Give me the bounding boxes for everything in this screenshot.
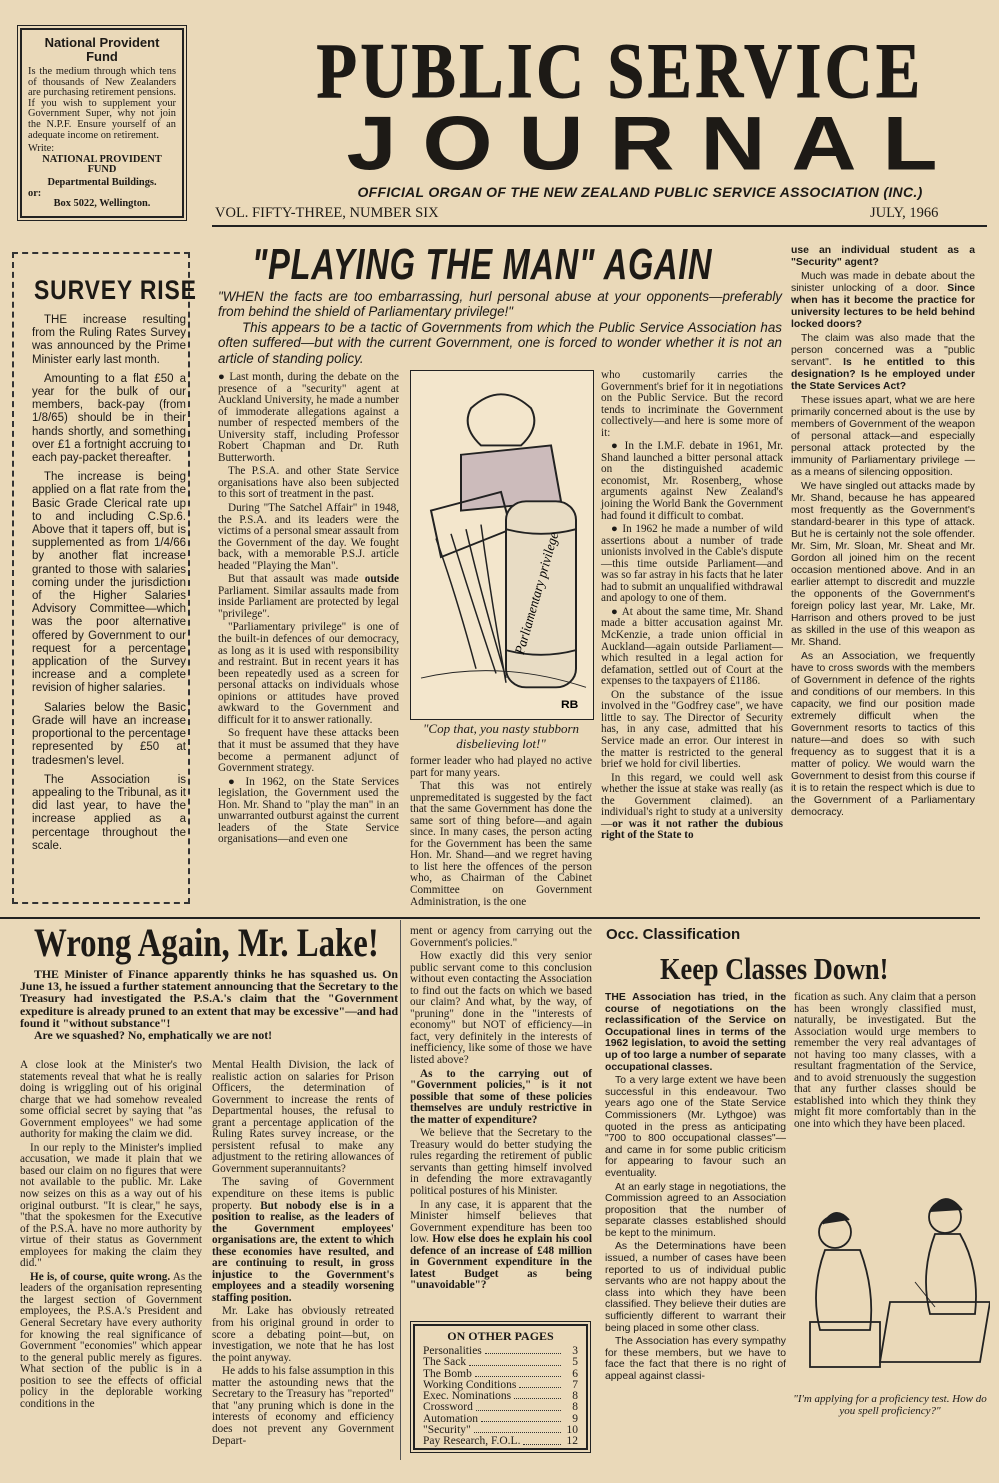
article-paragraph [791, 271, 975, 331]
survey-paragraph: THE increase resulting from the Ruling Rates Survey was announced by the Prime Minister early last month. [32, 314, 186, 366]
toc-leader [523, 1436, 561, 1444]
bold-text: But nobody else is in a position to realise, as the leaders of the Government employees' organisations are, the extent to which these economies have resulted, and are continuing to result, in gross injustice to the Government's employees and a steadily worsening staffing position. [212, 1199, 394, 1304]
article-paragraph [218, 728, 399, 774]
article-paragraph [791, 651, 975, 819]
text: Much was made in debate about the sinister unlocking of a door. [791, 271, 975, 294]
ad-write: Write: [28, 143, 55, 155]
bold-text: use an individual student as a "Security" agent? [791, 245, 975, 268]
toc-leader [474, 1425, 561, 1433]
cartoon-illustration [411, 371, 593, 719]
lake-column-c [410, 926, 592, 1318]
masthead-rule [212, 225, 987, 227]
text: former leader who had played no active part for many years. [410, 755, 592, 779]
article-paragraph [410, 1069, 592, 1127]
toc-page: 8 [572, 1390, 578, 1403]
text: The saving of Government expenditure on these items is public property. [212, 1176, 394, 1212]
ad-body: Is the medium through which tens of thousands of New Zealanders are purchasing retirement pensions. If you wish to supplement your Government Super, why not join the N.P.F. Ensure yourself of an adequate income on retirement. [28, 66, 176, 141]
article-paragraph [218, 622, 399, 726]
toc-label: Automation [423, 1412, 478, 1425]
article-paragraph [218, 574, 399, 620]
text: These issues apart, what we are here primarily concerned about is the use by members of Government of the weapon of personal attack—and especially personal attack protected by the immunity of Parliamentary privilege — as a means of silencing opposition. [791, 395, 975, 478]
text: How exactly did this very senior public servant come to this conclusion without even contacting the Association to find out the facts on which we based our claim? And what, by the way, of "pruning" done in the "interests of economy" but NOT of efficiency—in fact, very definitely in the interests of inefficiency, like some of those we have listed above? [410, 950, 592, 1067]
text: That this was not entirely unpremeditated is suggested by the fact that the same Government has done the same sort of thing before—and again since. In many cases, the person acting for the Government has been the same Hon. Mr. Shand—and we regret having to list here the offences of the person who, as Chairman of the Cabinet Committee on Government Administration, is the one [410, 780, 592, 908]
article-paragraph [601, 773, 783, 842]
cartoon-illustration-2 [795, 1172, 990, 1387]
article-paragraph [605, 992, 786, 1073]
article-paragraph [605, 1336, 786, 1382]
lake-column-a [20, 1060, 202, 1470]
article-paragraph [601, 607, 783, 688]
text: ● In the I.M.F. debate in 1961, Mr. Shand launched a bitter personal attack on the distinguished academic economist, Mr. Rosenberg, whose arguments against New Zealand's joining the World Bank the Government had found it difficult to combat. [601, 440, 783, 522]
toc-title: ON OTHER PAGES [447, 1329, 554, 1343]
article-paragraph [791, 395, 975, 479]
ad-name: NATIONAL PROVIDENT FUND [42, 153, 162, 176]
lake-column-b [212, 1060, 394, 1470]
text: The Association has every sympathy for these members, but we have to face the fact that there is no right of appeal against classi- [605, 1336, 786, 1382]
toc-page: 10 [566, 1424, 578, 1437]
text: In our reply to the Minister's implied accusation, we made it plain that we based our claim on no figures that were not available to the public. Mr. Lake now seizes on this as a way out of his original outburst. "It is clear," he says, "that the spokesmen for the Executive of the P.S.A. have no more authority by virtue of their status as Government employees for making the claim they did." [20, 1141, 202, 1270]
article-paragraph [791, 481, 975, 649]
toc-label: "Security" [423, 1424, 471, 1437]
article-paragraph [601, 524, 783, 605]
ad-title: National Provident Fund [44, 35, 160, 64]
toc-leader [519, 1380, 561, 1388]
survey-paragraph: Amounting to a flat £50 a year for the bulk of our members, back-pay (from 1/8/65) should be in their hands shortly, and something over £1 a fortnight accruing to each pay-packet thereafter. [32, 372, 186, 465]
text: As the leaders of the organisation representing the largest section of Government employees, the P.S.A.'s President and General Secretary have every authority for knowing the real significance of Government "economies" which appear to the general public merely as figures. What section of the public is in a position to see the effects of official policy in the deplorable working conditions in the [20, 1270, 203, 1410]
lead-headline: "PLAYING THE MAN" AGAIN [252, 240, 713, 289]
masthead-line-1: PUBLIC SERVICE [316, 27, 924, 114]
lead-column-2 [410, 756, 592, 914]
section-rule [0, 917, 980, 919]
toc-page: 3 [572, 1345, 578, 1357]
article-paragraph [20, 1272, 202, 1411]
toc-label: The Sack [423, 1356, 467, 1369]
occ-column-e [794, 992, 976, 1162]
article-paragraph [218, 503, 399, 572]
text: He adds to his false assumption in this matter the astounding news that the Secretary to the Treasury has "reported" that "any pruning which is done in the interests of economy and efficiency does not prevent any Government Depart- [212, 1365, 394, 1447]
lead-intro-text: This appears to be a tactic of Governments from which the Public Service Association has often suffered—but with the current Government, one is forced to wonder whether it is not an article of standing policy. [218, 319, 782, 366]
text: ● At about the same time, Mr. Shand made a bitter accusation against Mr. McKenzie, a trade union official in Auckland—again outside Parliament—which resulted in a legal action for defamation, settled out of Court at the expenses to the taxpayers of £1186. [601, 605, 783, 688]
toc-leader [475, 1369, 561, 1377]
lead-column-4 [791, 245, 975, 913]
article-paragraph [410, 926, 592, 949]
toc-label: Exec. Nominations [423, 1390, 512, 1403]
masthead-line-2: JOURNAL [346, 101, 964, 187]
lead-column-1 [218, 372, 399, 912]
toc-leader [485, 1346, 561, 1354]
cartoon-caption-2: "I'm applying for a proficiency test. How do you spell proficiency?" [793, 1393, 987, 1417]
text: At an early stage in negotiations, the Commission agreed to an Association proposition that the number of separate classes established should be kept to the minimum. [605, 1181, 786, 1239]
toc-item [423, 1357, 578, 1368]
article-paragraph [410, 781, 592, 908]
bold-text: He is, of course, quite wrong. [30, 1270, 171, 1283]
cartoon-proficiency [795, 1172, 990, 1387]
text: Mental Health Division, the lack of realistic action on salaries for Prison Officers, the determination of Government to increase the rents of Departmental houses, the refusal to grant a percentage application of the Ruling Rates survey increase, or the persistent refusal to make any adjustment to the retiring allowances of Government superannuitants? [212, 1059, 394, 1175]
article-paragraph [410, 951, 592, 1066]
article-paragraph [791, 333, 975, 393]
text: But that assault was made [228, 573, 365, 586]
text: The P.S.A. and other State Service organisations have also been subjected to this sort of treatment in the past. [218, 465, 399, 501]
occ-kicker: Occ. Classification [606, 926, 741, 943]
article-paragraph [791, 245, 975, 269]
occ-headline: Keep Classes Down! [660, 951, 889, 986]
toc-page: 6 [572, 1367, 578, 1380]
issue-volume: VOL. FIFTY-THREE, NUMBER SIX [215, 205, 439, 221]
article-paragraph [601, 441, 783, 522]
lake-lead-answer: Are we squashed? No, emphatically we are not! [34, 1028, 273, 1043]
article-paragraph [410, 1200, 592, 1292]
article-paragraph [212, 1306, 394, 1364]
bold-text: or was it not rather the dubious right of the State to [601, 817, 783, 842]
survey-paragraph: Salaries below the Basic Grade will have an increase proportional to the percentage represented by £50 at tradesmen's level. [32, 701, 186, 767]
lead-intro [218, 289, 782, 366]
text: In this regard, we could well ask whether the issue at stake was really (as the Government claimed). an individual's right to study at a university— [601, 771, 783, 830]
text: During "The Satchel Affair" in 1948, the P.S.A. and its leaders were the victims of a personal smear assault from the Government of the day. We fought back, with a memorable P.S.J. article headed "Playing the Man". [218, 502, 399, 572]
lake-headline: Wrong Again, Mr. Lake! [34, 920, 379, 965]
toc-leader [514, 1391, 561, 1399]
survey-paragraph: The increase is being applied on a flat rate from the Basic Grade Clerical rate up to and including C.Sp.6. Above that it tapers off, but is supplemented as from 1/4/66 by another flat increase granted to those with salaries coming under the jurisdiction of the Higher Salaries Advisory Committee—which was the poor alternative offered by Government to our request for a percentage application of the Survey increase and a complete revision of higher salaries. [32, 471, 186, 695]
lake-lead-text: THE Minister of Finance apparently thinks he has squashed us. On June 13, he issued a further statement announcing that the Secretary to the Treasury had investigated the P.S.A.'s claim that the "Government expediture is already pruned to an extent that may be excessive"—and had found it "without substance"! [20, 967, 398, 1030]
text: In any case, it is apparent that the Minister himself believes that Government expenditure has been too low. [410, 1198, 592, 1246]
ad-or: or: [28, 187, 42, 199]
survey-title: SURVEY RISE [34, 275, 197, 305]
bold-text: How else does he explain his cool defence of an increase of £48 million in Government expenditure in the latest Budget as being "unavoidable"? [410, 1233, 592, 1292]
article-paragraph [20, 1060, 202, 1141]
toc-page: 12 [566, 1435, 578, 1448]
text: Mr. Lake has obviously retreated from his original ground in order to score a debating point—but, on investigation, we note that he has lost the point anyway. [212, 1305, 394, 1364]
cartoon-label: Parliamentary privilege [511, 530, 562, 656]
article-paragraph [410, 1128, 592, 1197]
toc-item [423, 1436, 578, 1447]
article-paragraph [605, 1241, 786, 1334]
text: A close look at the Minister's two statements reveal that what he is really doing is wriggling out of his original charge that we had somehow revealed some official secret by saying that "as Government employees" we had some authority for making the claim we did. [20, 1059, 202, 1141]
ad-address-2: Box 5022, Wellington. [53, 198, 151, 210]
text: So frequent have these attacks been that it must be assumed that they have become a permanent adjunct of Government strategy. [218, 727, 399, 775]
article-paragraph [212, 1060, 394, 1175]
article-paragraph [605, 1075, 786, 1179]
text: The claim was also made that the person concerned was a "public servant". [791, 333, 975, 368]
issue-date: JULY, 1966 [870, 205, 939, 221]
text: ● In 1962 he made a number of wild assertions about a number of trade unionists involved in the Cable's dispute—this time outside Parliament—and was so far astray in his facts that he later had to submit an unqualified withdrawal and apology to one of them. [601, 523, 783, 605]
toc-label: Crossword [423, 1401, 473, 1414]
toc-label: Personalities [423, 1345, 482, 1357]
article-paragraph [794, 992, 976, 1131]
ad-address-1: Departmental Buildings. [47, 176, 157, 188]
bold-text: Since when has it become the practice for university lectures to be held behind locked doors? [791, 283, 975, 330]
text: We have singled out attacks made by Mr. Shand, because he has appeared most frequently as the Government's standard-bearer in this type of attack. But he is certainly not the sole offender. Mr. Sim, Mr. Sloan, Mr. Sheat and Mr. Gordon all joined him on the recent occasion mentioned above. And in an earlier attempt to discredit and muzzle the opponents of the Government's foreign policy last year, Mr. Lake, Mr. Harrison and others proved to be just as skilled in the use of this weapon as Mr. Shand. [791, 481, 975, 648]
article-paragraph [20, 1143, 202, 1270]
survey-paragraph: The Association is appealing to the Tribunal, as it did last year, to have the increase applied as a percentage throughout the scale. [32, 773, 186, 852]
lead-intro-quote: "WHEN the facts are too embarrassing, hurl personal abuse at your opponents—preferably from behind the shield of Parliamentary privilege!" [218, 289, 782, 320]
text: As an Association, we frequently have to cross swords with the members of Government in defence of the rights and conditions of our members. In this capacity, we find our position made extremely difficult when the Government resorts to tactics of this nature—and does so with such frequency as to suggest that it is a matter of policy. We would warn the Government to desist from this course if it is to retain the respect which is due to the Government of a Parliamentary democracy. [791, 651, 975, 818]
article-paragraph [410, 756, 592, 779]
article-paragraph [605, 1182, 786, 1240]
bold-text: THE Association has tried, in the course of negotiations on the reclassification of the Service on Occupational lines in terms of the 1962 legislation, to avoid the setting up of too large a number of separate occupational classes. [605, 992, 786, 1073]
occ-column-d [605, 992, 786, 1464]
article-paragraph [601, 690, 783, 771]
text: fication as such. Any claim that a person has been wrongly classified must, naturally, be investigated. But the Association would urge members to remember the very real advantages of not having too many classes, with a resultant fragmentation of the Service, and to avoid strenuously the suggestion that any further classes should be established into which they think they might fit more comfortably than in the one into which they have been placed. [794, 991, 976, 1131]
bold-text: As to the carrying out of "Government policies," is it not possible that some of these policies themselves are unduly restrictive in the matter of expenditure? [410, 1067, 592, 1126]
text: ● In 1962, on the State Services legislation, the Government used the Hon. Mr. Shand to "play the man" in an unwarranted outburst against the current leaders of the State Service organisations—and even one [218, 775, 399, 846]
text: ment or agency from carrying out the Government's policies." [410, 925, 592, 949]
lake-lead [20, 968, 398, 1041]
bold-text: Is he entitled to this designation? Is he employed under the State Services Act? [791, 357, 975, 392]
toc-page: 7 [572, 1378, 578, 1391]
toc-leader [481, 1414, 561, 1422]
bold-text: outside [364, 573, 399, 586]
toc-label: The Bomb [423, 1367, 472, 1380]
article-paragraph [218, 777, 399, 846]
toc-page: 9 [572, 1412, 578, 1425]
text: Parliament. Similar assaults made from inside Parliament are protected by legal "privilege". [218, 584, 399, 620]
cartoon-caption: "Cop that, you nasty stubborn disbelieving lot!" [422, 721, 580, 751]
article-paragraph [212, 1366, 394, 1447]
toc-page: 5 [572, 1356, 578, 1369]
masthead-subtitle: OFFICIAL ORGAN OF THE NEW ZEALAND PUBLIC SERVICE ASSOCIATION (INC.) [357, 184, 923, 200]
npf-advertisement [20, 28, 184, 218]
text: As the Determinations have been issued, a number of cases have been reported to us of individual public servants who are not happy about the class into which they have been classified. They believe their duties are sufficiently different to warrant their being placed in some other class. [605, 1241, 786, 1334]
toc-leader [476, 1402, 561, 1410]
article-paragraph [218, 466, 399, 501]
column-rule [400, 920, 401, 1460]
text: "Parliamentary privilege" is one of the built-in defences of our democracy, as long as it is used with responsibility and restraint. But in recent years it has been repeatedly used as a screen for personal attacks on individuals whose opinions or attitudes have proved awkward to the Government and difficult for it to answer rationally. [218, 621, 399, 726]
article-paragraph [212, 1177, 394, 1304]
text: who customarily carries the Government's brief for it in negotiations on the Public Service. But the record tends to incriminate the Government collectively—and here is some more of it: [601, 369, 783, 439]
on-other-pages-box [413, 1324, 588, 1450]
article-paragraph [601, 370, 783, 439]
text: On the substance of the issue involved in the "Godfrey case", we have little to say. The Director of Security has, in any case, admitted that his Service made an error. Our interest in the matter is restricted to the general brief we hold for civil liberties. [601, 688, 783, 771]
cartoon-parliamentary-privilege [410, 370, 594, 720]
cartoon-signature: RB [561, 699, 579, 711]
article-paragraph [218, 372, 399, 464]
text: ● Last month, during the debate on the presence of a "security" agent at Auckland University, he made a number of immoderate allegations against a number of respected members of the University staff, including Professor Robert Chapman and Dr. Ruth Butterworth. [218, 371, 399, 464]
lead-column-3 [601, 370, 783, 914]
toc-leader [469, 1357, 561, 1365]
survey-body [32, 314, 186, 859]
text: We believe that the Secretary to the Treasury would do better studying the rules regarding the retirement of public servants than getting himself involved in defending the more extravagantly political postures of his Minister. [410, 1127, 592, 1198]
toc-label: Working Conditions [423, 1378, 517, 1391]
text: To a very large extent we have been successful in this endeavour. Two years ago one of the State Service Commissioners (Mr. Lythgoe) was quoted in the press as anticipating "700 to 800 occupational classes"—and came in for some public criticism for appearing to favour such an eventuality. [605, 1075, 786, 1179]
toc-page: 8 [572, 1401, 578, 1414]
toc-label: Pay Research, F.O.L. [423, 1435, 521, 1448]
